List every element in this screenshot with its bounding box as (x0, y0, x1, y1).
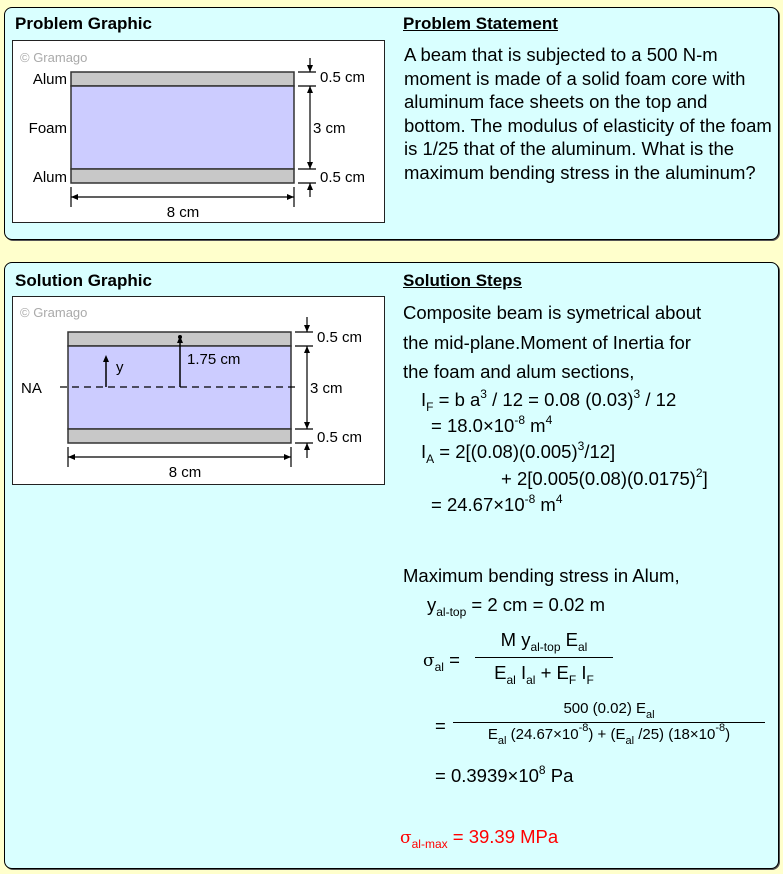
fraction-numerator: M $y_{al-top}$ $E_{al}$ (500, 629, 588, 654)
equation-ia-continued: + $2[0.005(0.08)(0.0175)^2]$ (501, 466, 708, 489)
equation-result-pa: = $0.3939\times 10^8$ Pa (435, 763, 574, 786)
dim-top-thickness: 0.5 cm (320, 69, 366, 86)
solution-graphic (12, 296, 385, 485)
label-na: NA (21, 380, 42, 397)
top-alum-sheet (71, 72, 294, 86)
equation-substituted-eq: = (435, 715, 446, 736)
foam-core (71, 86, 294, 169)
fraction-denominator: $E_{al}$ $I_{al} + E_F$ $I_F$ (494, 662, 594, 687)
step-intro-line-1: Composite beam is symetrical about (403, 302, 702, 323)
problem-graphic (12, 40, 385, 223)
dim-top-thickness: 0.5 cm (317, 329, 363, 346)
copyright-text: © Gramago (20, 305, 88, 320)
equation-y-al-top: $y_{al-top} = 2$ cm = 0.02 m (427, 594, 606, 619)
fraction-bar (475, 657, 613, 658)
equation-if: $I_F = b$ $a^3 / 12 = 0.08$ $(0.03)^3 / 12$ (421, 387, 677, 414)
step-intro-line-3: the foam and alum sections, (403, 361, 635, 382)
equation-if-result: = $18.0\times 10^{-8}$ $m^4$ (431, 413, 553, 436)
dim-bottom-thickness: 0.5 cm (317, 429, 363, 446)
bottom-alum-sheet (68, 429, 291, 443)
solution-graphic-title: Solution Graphic (15, 271, 152, 290)
label-alum-bottom: Alum (32, 169, 67, 186)
bottom-alum-sheet (71, 169, 294, 183)
fraction-numerator: 500 (0.02) $E_{al}$ (563, 700, 655, 721)
dim-core-thickness: 3 cm (313, 120, 346, 137)
arrow-left (68, 454, 75, 460)
fraction-denominator: $E_{al}$ $(24.67\times 10^{-8}) + (E_{al}$ /25) $(18\times 10^{-8})$ (487, 722, 731, 747)
problem-beam-diagram (13, 41, 384, 222)
arrow-left (71, 194, 78, 200)
dim-width: 8 cm (166, 204, 200, 221)
label-foam: Foam (28, 120, 67, 137)
step-intro-line-2: the mid-plane.Moment of Inertia for (403, 332, 691, 353)
solution-beam-diagram (13, 297, 384, 484)
arrow-right (284, 454, 291, 460)
final-answer: $\sigma_{al-max} = 39.39$ MPa (400, 826, 559, 851)
arrow-right (287, 194, 294, 200)
centroid-point (178, 335, 182, 339)
problem-statement-title: Problem Statement (403, 14, 558, 33)
equation-sigma-lhs: $\sigma_{al}$ = (423, 649, 460, 674)
equation-ia: $I_A = 2[(0.08)(0.005)^3/12]$ (421, 439, 616, 466)
dim-bottom-thickness: 0.5 cm (320, 169, 366, 186)
solution-steps-title: Solution Steps (403, 271, 522, 290)
fraction-sigma-general (475, 629, 613, 687)
fraction-sigma-substituted (453, 700, 765, 747)
problem-graphic-title: Problem Graphic (15, 14, 152, 33)
problem-statement-text: A beam that is subjected to a 500 N-m moment is made of a solid foam core with aluminum face sheets on the top and bottom. The modulus of elasticity of the foam is 1/25 that of the aluminum. What is the maximum bending stress in the aluminum? (404, 44, 772, 183)
dim-core-thickness: 3 cm (310, 380, 343, 397)
max-stress-heading: Maximum bending stress in Alum, (403, 565, 680, 586)
copyright-text: © Gramago (20, 50, 88, 65)
dim-width: 8 cm (168, 464, 202, 481)
dim-centroid-distance: 1.75 cm (187, 351, 241, 368)
equation-ia-result: = $24.67\times 10^{-8}$ $m^4$ (431, 492, 563, 515)
label-alum-top: Alum (32, 71, 67, 88)
label-y: y (116, 359, 124, 376)
